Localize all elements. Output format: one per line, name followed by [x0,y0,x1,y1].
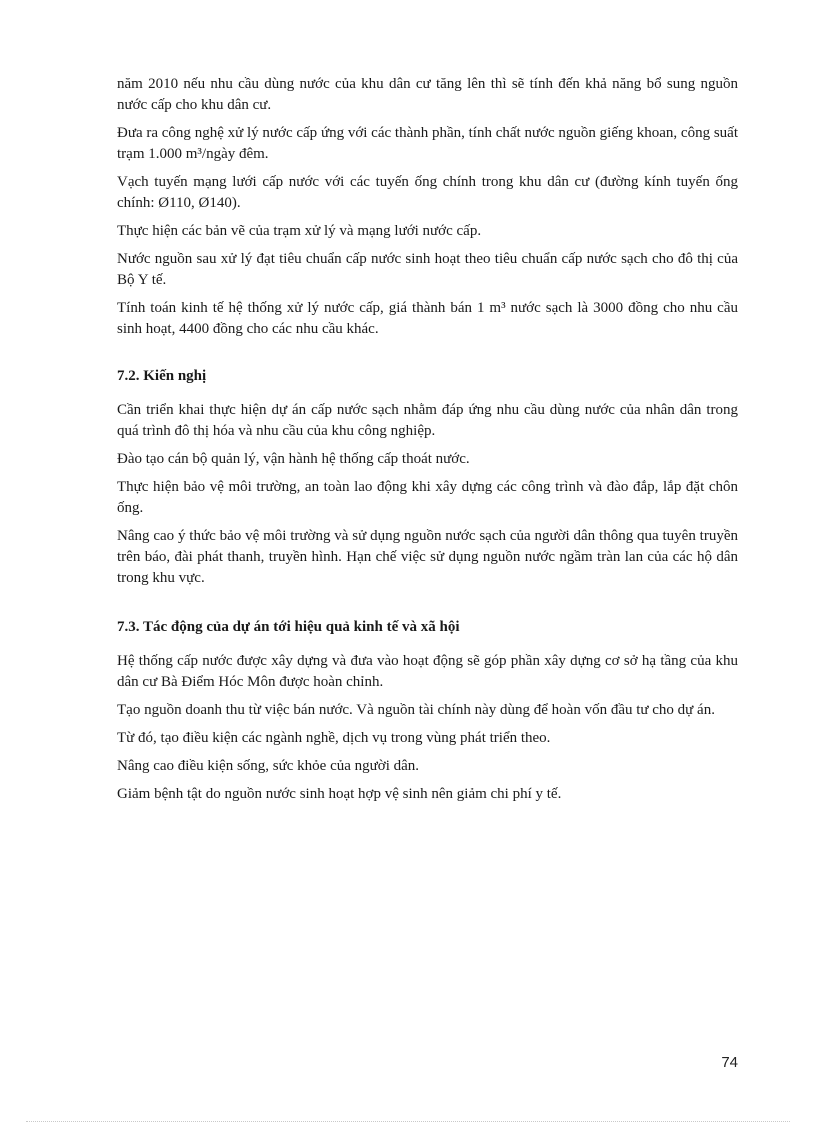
intro-paragraph-6: Tính toán kinh tế hệ thống xử lý nước cấp, giá thành bán 1 m³ nước sạch là 3000 đồng cho nhu cầu sinh hoạt, 4400 đồng cho các nhu cầu khác. [117,300,738,337]
section-7-3-paragraph-1: Hệ thống cấp nước được xây dựng và đưa vào hoạt động sẽ góp phần xây dựng cơ sở hạ tầng của khu dân cư Bà Điểm Hóc Môn được hoàn chỉnh. [117,653,738,690]
section-7-3-paragraph-5: Giảm bệnh tật do nguồn nước sinh hoạt hợp vệ sinh nên giảm chi phí y tế. [117,786,562,802]
intro-paragraph-3: Vạch tuyến mạng lưới cấp nước với các tuyến ống chính trong khu dân cư (đường kính tuyến ống chính: Ø110, Ø140). [117,174,738,211]
intro-paragraph-4: Thực hiện các bản vẽ của trạm xử lý và mạng lưới nước cấp. [117,223,482,239]
document-body [117,74,738,812]
section-7-2-paragraph-4: Nâng cao ý thức bảo vệ môi trường và sử dụng nguồn nước sạch của người dân thông qua tuyên truyền trên báo, đài phát thanh, truyền hình. Hạn chế việc sử dụng nguồn nước ngầm tràn lan của các hộ dân trong khu vực. [117,528,738,586]
page-bottom-divider [26,1121,790,1122]
intro-paragraph-2: Đưa ra công nghệ xử lý nước cấp ứng với các thành phần, tính chất nước nguồn giếng khoan, công suất trạm 1.000 m³/ngày đêm. [117,125,738,162]
section-7-2-paragraph-2: Đào tạo cán bộ quản lý, vận hành hệ thống cấp thoát nước. [117,451,470,467]
section-7-3-paragraph-3: Từ đó, tạo điều kiện các ngành nghề, dịch vụ trong vùng phát triển theo. [117,730,551,746]
intro-paragraph-5: Nước nguồn sau xử lý đạt tiêu chuẩn cấp nước sinh hoạt theo tiêu chuẩn cấp nước sạch cho đô thị của Bộ Y tế. [117,251,738,288]
section-7-2-paragraph-3: Thực hiện bảo vệ môi trường, an toàn lao động khi xây dựng các công trình và đào đắp, lắp đặt chôn ống. [117,479,738,516]
section-7-3-paragraph-4: Nâng cao điều kiện sống, sức khỏe của người dân. [117,758,420,774]
section-7-3-paragraph-2: Tạo nguồn doanh thu từ việc bán nước. Và nguồn tài chính này dùng để hoàn vốn đầu tư cho dự án. [117,702,715,718]
section-7-2-heading: 7.2. Kiến nghị [117,368,207,384]
page-number: 74 [721,1054,738,1071]
intro-paragraph-1: năm 2010 nếu nhu cầu dùng nước của khu dân cư tăng lên thì sẽ tính đến khả năng bổ sung nguồn nước cấp cho khu dân cư. [117,76,738,113]
section-7-3-heading: 7.3. Tác động của dự án tới hiệu quả kinh tế và xã hội [117,619,460,635]
section-7-2-paragraph-1: Cần triển khai thực hiện dự án cấp nước sạch nhằm đáp ứng nhu cầu dùng nước của nhân dân trong quá trình đô thị hóa và nhu cầu của khu công nghiệp. [117,402,738,439]
